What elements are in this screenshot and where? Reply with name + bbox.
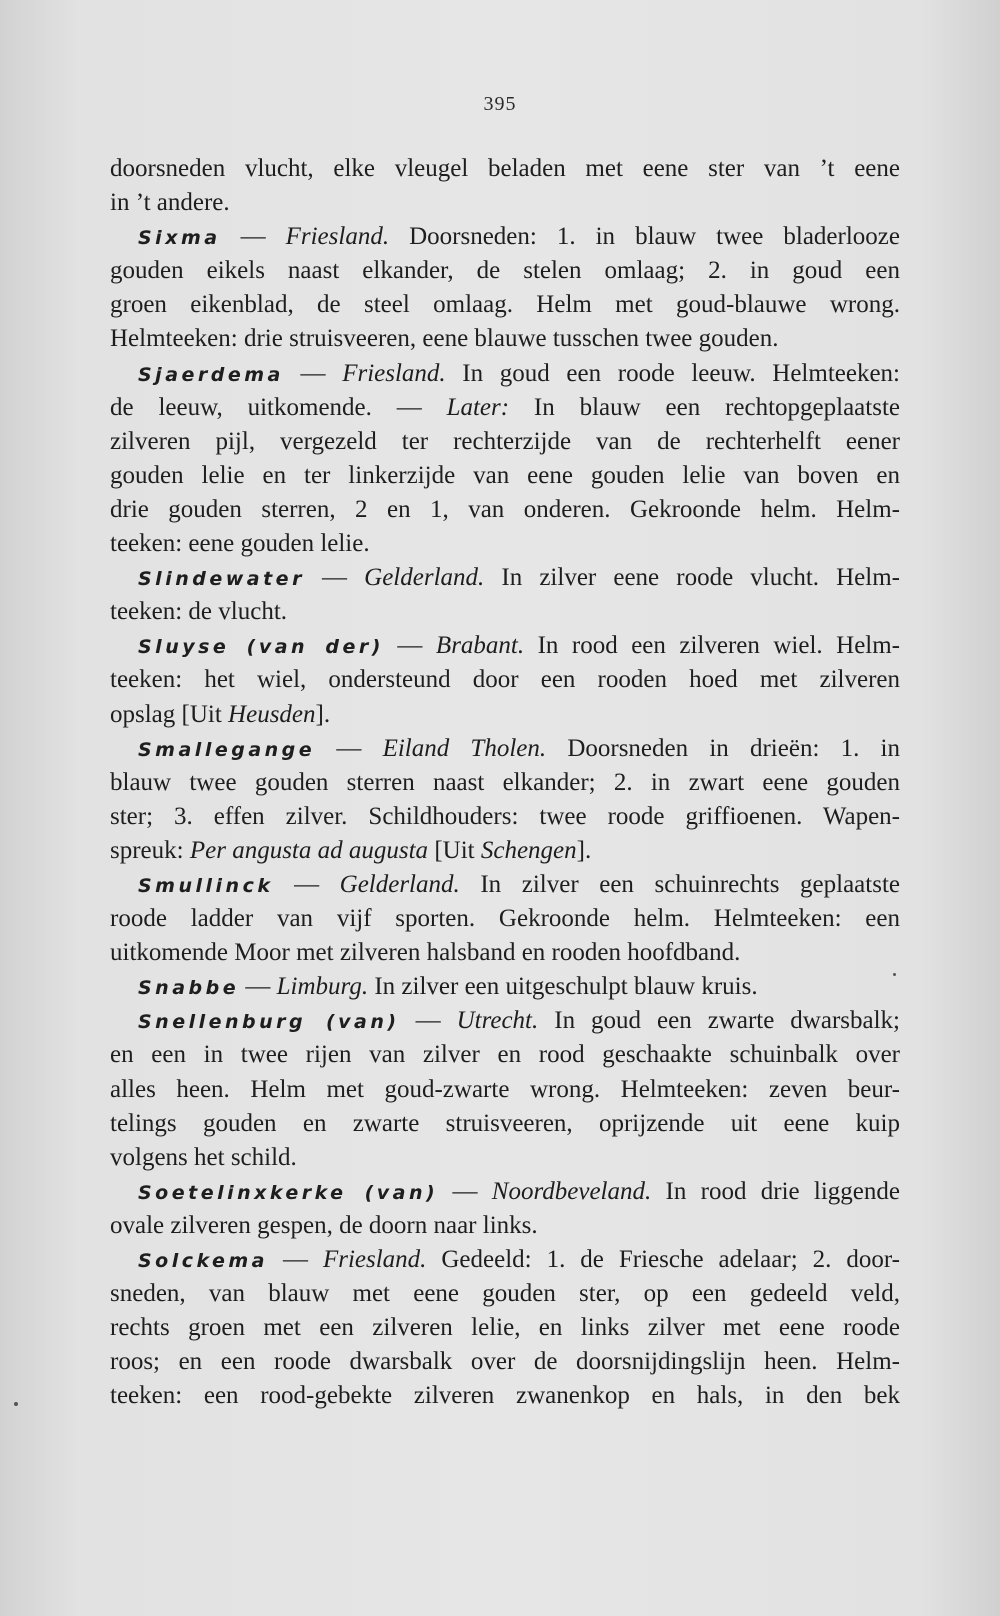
line-text: spreuk: [110, 836, 190, 864]
italic-text: Per angusta ad augusta [189, 836, 429, 864]
line-text: drie gouden sterren, 2 en 1, van onderen. Gekroonde helm. Helm- [110, 495, 900, 523]
line-text: roode ladder van vijf sporten. Gekroonde helm. Helmteeken: een [110, 905, 900, 933]
line-text: opslag [Uit [110, 700, 229, 728]
province-name: Friesland. [322, 1246, 427, 1273]
text-line [110, 1209, 900, 1243]
line-text: teeken: het wiel, ondersteund door een rooden hoed met zilveren [110, 666, 900, 694]
line-text: ]. [315, 700, 331, 728]
province-name: Friesland. [342, 359, 446, 387]
text-line [110, 1311, 900, 1345]
line-text: teeken: een rood-gebekte zilveren zwanenkop en hals, in den bek [110, 1382, 900, 1410]
text-line [110, 1141, 900, 1175]
family-name: Sjaerdema [138, 363, 284, 386]
text-line [110, 936, 900, 970]
province-name: Gelderland. [364, 564, 485, 592]
text-line [110, 425, 900, 459]
family-name: Sixma [138, 227, 221, 250]
text-line [110, 1379, 900, 1413]
line-text: — [239, 973, 277, 1001]
text-line [110, 595, 900, 629]
line-text: In goud een zwarte dwarsbalk; [538, 1007, 901, 1035]
family-name: Solckema [138, 1250, 268, 1272]
entry-first-line [110, 732, 900, 766]
line-text: In rood een zilveren wiel. Helm- [524, 632, 901, 660]
line-text: teeken: eene gouden lelie. [110, 530, 370, 558]
line-text: zilveren pijl, vergezeld ter rechterzijde van de rechterhelft eener [110, 427, 900, 455]
line-text: ster; 3. effen zilver. Schildhouders: twee roode griffioenen. Wapen- [110, 802, 900, 830]
text-line [110, 1345, 900, 1379]
entry-first-line [110, 629, 900, 663]
line-text: — [304, 564, 365, 592]
family-name: Snabbe [138, 977, 240, 1000]
line-text: In rood drie liggende [651, 1177, 901, 1205]
text-line [110, 527, 900, 561]
line-text: In zilver een uitgeschulpt blauw kruis. [368, 973, 758, 1001]
line-text: Gedeeld: 1. de Friesche adelaar; 2. door- [426, 1246, 900, 1273]
italic-text: Schengen [480, 836, 577, 864]
text-line [110, 186, 900, 220]
line-text: groen eikenblad, de steel omlaag. Helm met goud-blauwe wrong. [110, 291, 900, 319]
entry-first-line [110, 220, 900, 254]
line-text: — [283, 359, 343, 387]
line-text: ]. [576, 836, 592, 864]
family-name: Soetelinxkerke (van) [138, 1181, 439, 1204]
line-text: — [383, 632, 436, 660]
line-text: doorsneden vlucht, elke vleugel beladen met eene ster van ’t eene [110, 155, 900, 182]
line-text: — [399, 1007, 457, 1035]
family-name: Smallegange [138, 738, 316, 761]
entry-first-line [110, 357, 900, 391]
line-text: in ’t andere. [110, 189, 230, 217]
text-line [110, 322, 900, 356]
armorial-text [110, 152, 900, 1413]
text-line [110, 152, 900, 186]
line-text: In zilver een schuinrechts geplaatste [459, 870, 900, 898]
text-line [110, 800, 900, 834]
line-text: Helmteeken: drie struisveeren, eene blauwe tusschen twee gouden. [110, 325, 779, 353]
entry-first-line [110, 1243, 900, 1277]
line-text: sneden, van blauw met eene gouden ster, op een gedeeld veld, [110, 1280, 900, 1308]
text-line [110, 1038, 900, 1072]
line-text: teeken: de vlucht. [110, 598, 288, 626]
entry-first-line [110, 868, 900, 902]
text-line [110, 766, 900, 800]
province-name: Utrecht. [456, 1007, 539, 1035]
line-text: — [267, 1246, 323, 1273]
line-text: uitkomende Moor met zilveren halsband en rooden hoofdband. [110, 939, 741, 967]
province-name: Noordbeveland. [491, 1177, 652, 1205]
text-line [110, 834, 900, 868]
line-text: en een in twee rijen van zilver en rood geschaakte schuinbalk over [110, 1041, 900, 1069]
line-text: Doorsneden in drieën: 1. in [546, 734, 900, 762]
line-text: roos; en een roode dwarsbalk over de doorsnijdingslijn heen. Helm- [110, 1348, 900, 1376]
italic-text: Later: [446, 393, 510, 421]
line-text: — [315, 734, 383, 762]
family-name: Sluyse (van der) [138, 636, 384, 659]
print-speck [893, 973, 896, 976]
province-name: Limburg. [276, 973, 369, 1001]
province-name: Gelderland. [339, 870, 460, 898]
line-text: gouden lelie en ter linkerzijde van eene gouden lelie van boven en [110, 461, 900, 489]
family-name: Slindewater [138, 568, 305, 591]
text-line [110, 493, 900, 527]
text-line [110, 391, 900, 425]
text-line [110, 1073, 900, 1107]
line-text: Doorsneden: 1. in blauw twee bladerlooze [389, 223, 900, 251]
province-name: Brabant. [435, 632, 525, 660]
entry-first-line [110, 970, 900, 1004]
line-text: volgens het schild. [110, 1143, 297, 1171]
text-line [110, 254, 900, 288]
text-line [110, 1277, 900, 1311]
text-line [110, 663, 900, 697]
family-name: Snellenburg (van) [138, 1011, 400, 1034]
line-text: — [273, 870, 340, 898]
text-line [110, 902, 900, 936]
text-line [110, 459, 900, 493]
print-speck [14, 1402, 18, 1406]
line-text: alles heen. Helm met goud-zwarte wrong. Helmteeken: zeven beur- [110, 1075, 900, 1103]
line-text: gouden eikels naast elkander, de stelen omlaag; 2. in goud een [110, 257, 900, 285]
entry-first-line [110, 1175, 900, 1209]
italic-text: Heusden [228, 700, 316, 728]
line-text: In blauw een rechtopgeplaatste [509, 393, 900, 421]
family-name: Smullinck [138, 874, 274, 897]
page-number: 395 [483, 93, 517, 115]
line-text: de leeuw, uitkomende. — [110, 393, 447, 421]
text-line [110, 1107, 900, 1141]
province-name: Friesland. [285, 223, 390, 251]
line-text: — [438, 1177, 492, 1205]
entry-first-line [110, 1004, 900, 1038]
line-text: blauw twee gouden sterren naast elkander; 2. in zwart eene gouden [110, 768, 900, 796]
line-text: telings gouden en zwarte struisveeren, oprijzende uit eene kuip [110, 1109, 900, 1137]
line-text: In goud een roode leeuw. Helmteeken: [445, 359, 901, 387]
line-text: ovale zilveren gespen, de doorn naar links. [110, 1211, 538, 1239]
entry-first-line [110, 561, 900, 595]
province-name: Eiland Tholen. [382, 734, 547, 762]
line-text: [Uit [428, 836, 481, 864]
text-line [110, 698, 900, 732]
line-text: In zilver eene roode vlucht. Helm- [484, 564, 900, 592]
line-text: rechts groen met een zilveren lelie, en links zilver met eene roode [110, 1314, 900, 1342]
text-line [110, 288, 900, 322]
line-text: — [220, 223, 286, 251]
